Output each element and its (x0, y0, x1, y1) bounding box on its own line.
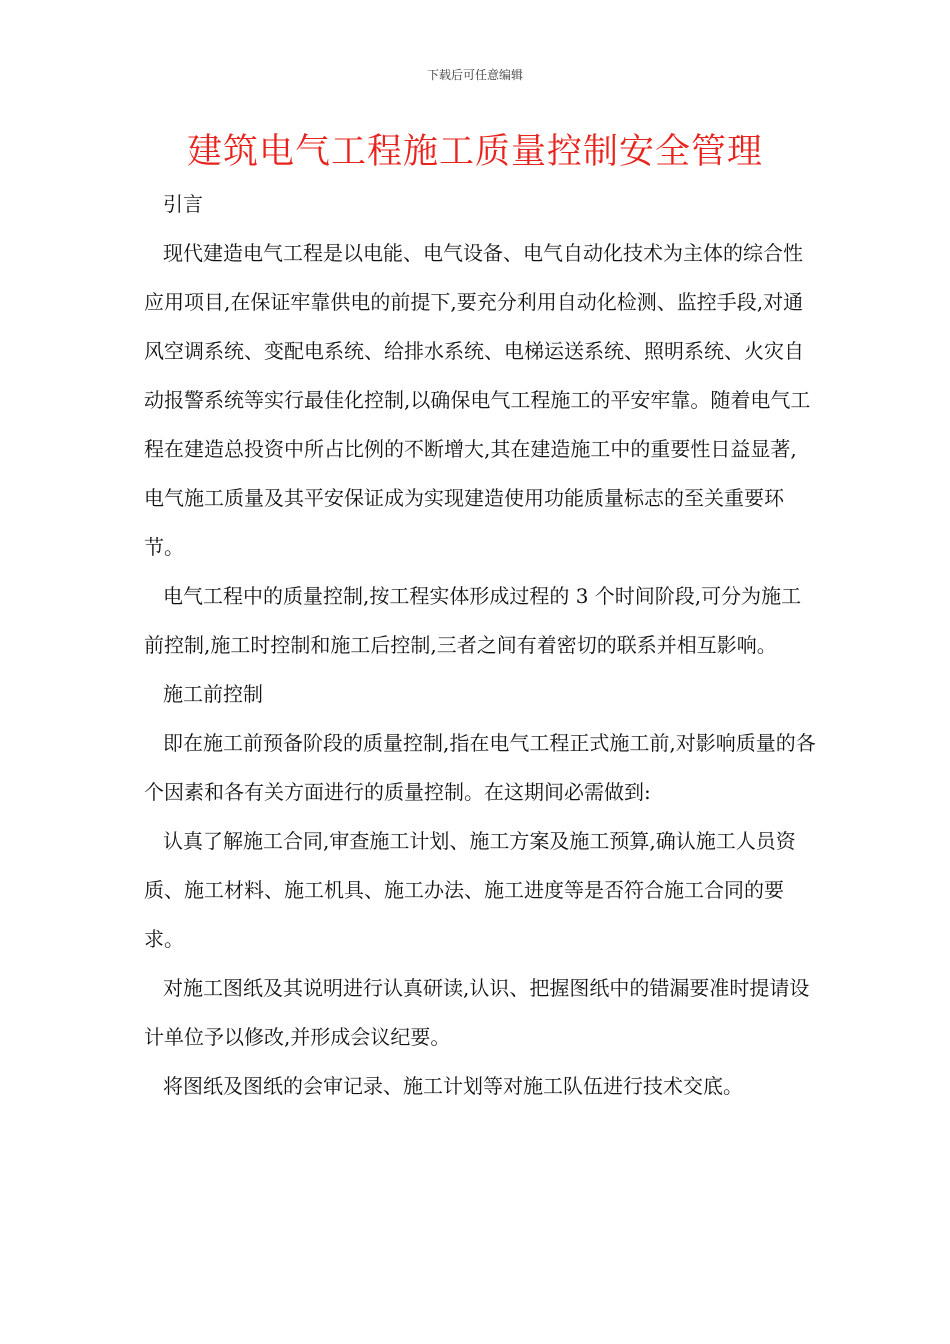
paragraph-pre-construction: 即在施工前预备阶段的质量控制,指在电气工程正式施工前,对影响质量的各个因素和各有关方面进行的质量控制。在这期间必需做到: (144, 731, 816, 804)
document-body (144, 180, 816, 1111)
section-heading-intro: 引言 (163, 192, 203, 216)
paragraph-intro: 现代建造电气工程是以电能、电气设备、电气自动化技术为主体的综合性应用项目,在保证牢靠供电的前提下,要充分利用自动化检测、监控手段,对通风空调系统、变配电系统、给排水系统、电梯运送系统、照明系统、火灾自动报警系统等实行最佳化控制,以确保电气工程施工的平安牢靠。随着电气工程在建造总投资中所占比例的不断增大,其在建造施工中的重要性日益显著,电气施工质量及其平安保证成为实现建造使用功能质量标志的至关重要环节。 (144, 241, 811, 559)
section-heading-pre-construction: 施工前控制 (163, 682, 263, 706)
paragraph-technical-briefing: 将图纸及图纸的会审记录、施工计划等对施工队伍进行技术交底。 (163, 1074, 743, 1098)
document-title: 建筑电气工程施工质量控制安全管理 (186, 132, 763, 172)
header-note: 下载后可任意编辑 (426, 68, 523, 82)
paragraph-drawing-review: 对施工图纸及其说明进行认真研读,认识、把握图纸中的错漏要准时提请设计单位予以修改,并形成会议纪要。 (144, 976, 810, 1049)
paragraph-contract-review: 认真了解施工合同,审查施工计划、施工方案及施工预算,确认施工人员资质、施工材料、施工机具、施工办法、施工进度等是否符合施工合同的要求。 (144, 829, 796, 951)
paragraph-quality-stages: 电气工程中的质量控制,按工程实体形成过程的 3 个时间阶段,可分为施工前控制,施工时控制和施工后控制,三者之间有着密切的联系并相互影响。 (144, 584, 802, 657)
